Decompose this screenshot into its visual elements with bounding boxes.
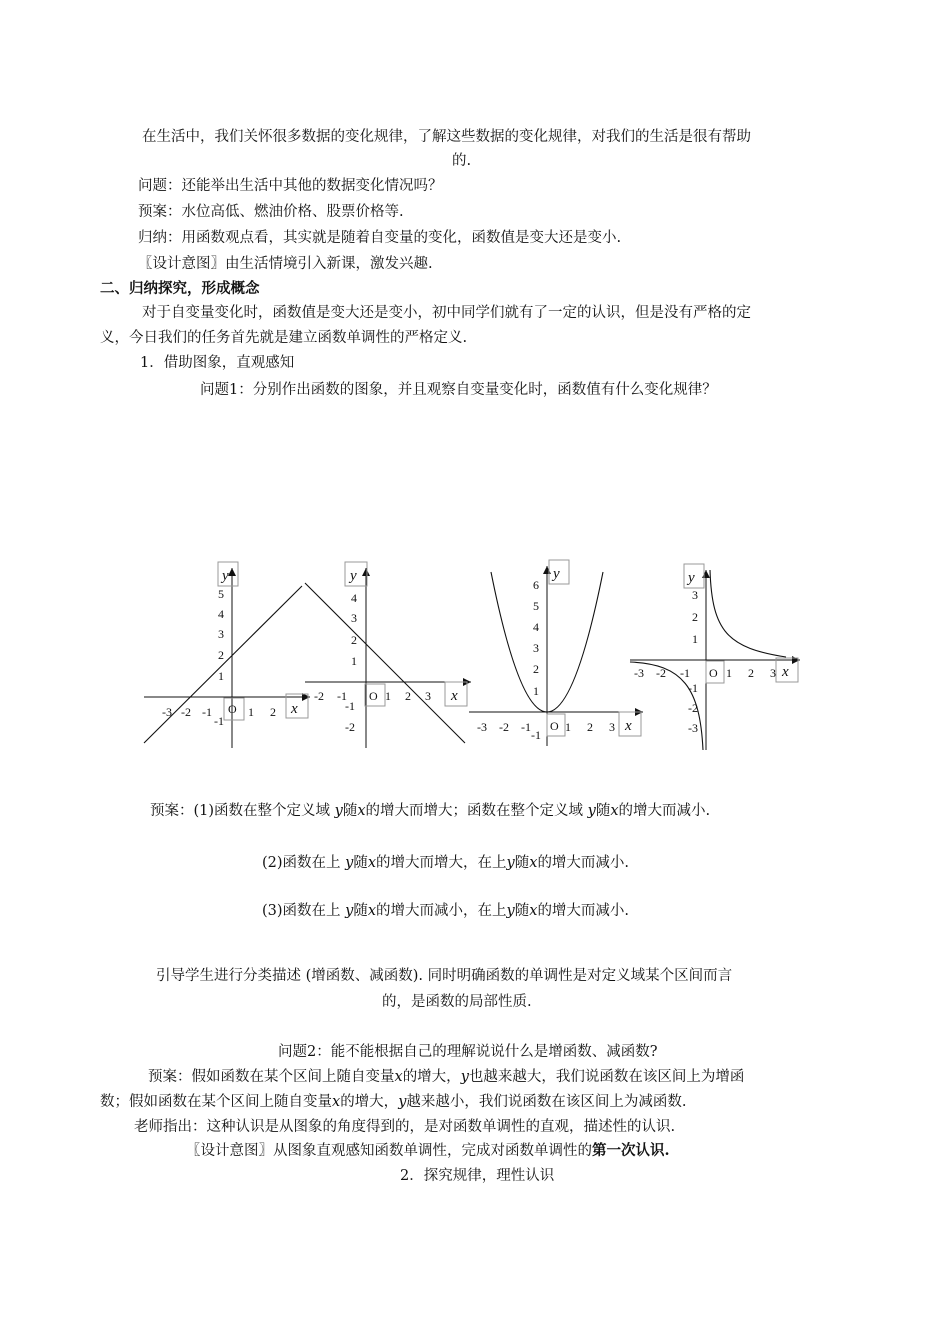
graph3-xlabel: x xyxy=(625,718,632,734)
graph1-tick-y: 2 xyxy=(218,648,224,662)
intro-intent: 〖设计意图〗由生活情境引入新课，激发兴趣. xyxy=(138,256,433,272)
graph2-tick-x: -1 xyxy=(337,689,347,703)
graph1-tick-y: 5 xyxy=(218,587,224,601)
graph1-tick-y: 1 xyxy=(218,669,224,683)
graph3-tick-x: 2 xyxy=(587,720,593,734)
graph4-origin: O xyxy=(709,666,718,680)
graph2-tick-x: 1 xyxy=(385,689,391,703)
graph4-ylabel: y xyxy=(688,570,695,586)
graph2-xlabel: x xyxy=(451,688,458,704)
graph1-tick-y: 3 xyxy=(218,627,224,641)
graph1-ylabel: y xyxy=(222,568,229,584)
graph3-ylabel: y xyxy=(553,566,560,582)
graph4-tick-y: 2 xyxy=(692,610,698,624)
graph1-tick-x: -3 xyxy=(162,705,172,719)
graph2-tick-y: -2 xyxy=(345,720,355,734)
intro-question: 问题：还能举出生活中其他的数据变化情况吗？ xyxy=(138,178,443,194)
graph2-tick-x: 3 xyxy=(425,689,431,703)
graph4-tick-x: -3 xyxy=(634,666,644,680)
graph1-xlabel: x xyxy=(291,701,298,717)
graph2-tick-y: 3 xyxy=(351,611,357,625)
graph1-tick-x: -2 xyxy=(181,705,191,719)
subheading-2: 2．探究规律，理性认识 xyxy=(400,1168,555,1184)
graph3-tick-y: 3 xyxy=(533,641,539,655)
graph4-tick-y: 3 xyxy=(692,588,698,602)
graph2-tick-x: 2 xyxy=(405,689,411,703)
section-heading: 二、归纳探究，形成概念 xyxy=(100,280,260,297)
graph2-tick-y: 4 xyxy=(351,591,357,605)
graph2-tick-x: -2 xyxy=(314,689,324,703)
intro-line-1: 在生活中，我们关怀很多数据的变化规律，了解这些数据的变化规律，对我们的生活是很有帮助 xyxy=(142,129,751,145)
graph4-tick-y: 1 xyxy=(692,632,698,646)
guide-line-2: 的，是函数的局部性质. xyxy=(382,994,532,1010)
question-1: 问题1：分别作出函数的图象，并且观察自变量变化时，函数值有什么变化规律？ xyxy=(200,382,717,398)
intro-answer: 预案：水位高低、燃油价格、股票价格等. xyxy=(138,204,404,220)
graph2-origin: O xyxy=(369,689,378,703)
graph3-tick-x: -1 xyxy=(521,720,531,734)
graph4-tick-x: 2 xyxy=(748,666,754,680)
design-intent-2: 〖设计意图〗从图象直观感知函数单调性，完成对函数单调性的第一次认识. xyxy=(186,1142,670,1159)
graph1-tick-x: 2 xyxy=(270,705,276,719)
graph3-tick-y: 6 xyxy=(533,578,539,592)
graph3-tick-x: -2 xyxy=(499,720,509,734)
graph1-tick-y: -1 xyxy=(214,714,224,728)
graph-increasing-line xyxy=(140,560,310,750)
answer-2: (2)函数在上 y随x的增大而增大，在上y随x的增大而减小. xyxy=(262,855,630,871)
graph2-tick-y: -1 xyxy=(345,699,355,713)
section-para-line-1: 对于自变量变化时，函数值是变大还是变小，初中同学们就有了一定的认识，但是没有严格的定 xyxy=(142,305,751,321)
graph4-tick-x: -1 xyxy=(680,666,690,680)
q2-answer-line-1: 预案：假如函数在某个区间上随自变量x的增大，y也越来越大，我们说函数在该区间上为增函 xyxy=(148,1069,745,1085)
graph4-xlabel: x xyxy=(782,664,789,680)
graph3-tick-y: 4 xyxy=(533,620,539,634)
section-para-line-2: 义，今日我们的任务首先就是建立函数单调性的严格定义. xyxy=(100,330,468,346)
graph3-tick-y: -1 xyxy=(531,728,541,742)
graph3-tick-x: -3 xyxy=(477,720,487,734)
graph-parabola xyxy=(465,558,645,748)
intro-line-2: 的. xyxy=(452,153,472,169)
graph1-origin: O xyxy=(228,702,237,716)
graph3-origin: O xyxy=(550,719,559,733)
graph4-tick-x: 1 xyxy=(726,666,732,680)
graph4-tick-x: 3 xyxy=(770,666,776,680)
subheading-1: 1．借助图象，直观感知 xyxy=(140,355,295,371)
graph4-tick-x: -2 xyxy=(656,666,666,680)
graph4-tick-y: -1 xyxy=(688,681,698,695)
graph3-tick-x: 1 xyxy=(565,720,571,734)
graph3-tick-x: 3 xyxy=(609,720,615,734)
guide-line-1: 引导学生进行分类描述 (增函数、减函数). 同时明确函数的单调性是对定义域某个区间而言 xyxy=(156,968,733,984)
graph2-tick-y: 2 xyxy=(351,633,357,647)
answer-1: 预案：(1)函数在整个定义域 y随x的增大而增大；函数在整个定义域 y随x的增大而减小. xyxy=(150,803,711,819)
graph2-tick-y: 1 xyxy=(351,654,357,668)
graph3-tick-y: 2 xyxy=(533,662,539,676)
graph1-tick-x: -1 xyxy=(202,705,212,719)
question-2: 问题2：能不能根据自己的理解说说什么是增函数、减函数? xyxy=(278,1044,658,1060)
graph4-tick-y: -2 xyxy=(688,701,698,715)
graph-hyperbola xyxy=(628,562,803,752)
graph2-ylabel: y xyxy=(350,568,357,584)
q2-answer-line-2: 数；假如函数在某个区间上随自变量x的增大，y越来越小，我们说函数在该区间上为减函数. xyxy=(100,1094,687,1110)
teacher-note: 老师指出：这种认识是从图象的角度得到的，是对函数单调性的直观，描述性的认识. xyxy=(134,1119,676,1135)
graph-decreasing-line xyxy=(303,560,473,750)
graph4-tick-y: -3 xyxy=(688,721,698,735)
answer-3: (3)函数在上 y随x的增大而减小，在上y随x的增大而减小. xyxy=(262,903,630,919)
graph1-tick-y: 4 xyxy=(218,607,224,621)
intro-summary: 归纳：用函数观点看，其实就是随着自变量的变化，函数值是变大还是变小. xyxy=(138,230,622,246)
graph1-tick-x: 1 xyxy=(248,705,254,719)
graph3-tick-y: 1 xyxy=(533,684,539,698)
graph3-tick-y: 5 xyxy=(533,599,539,613)
